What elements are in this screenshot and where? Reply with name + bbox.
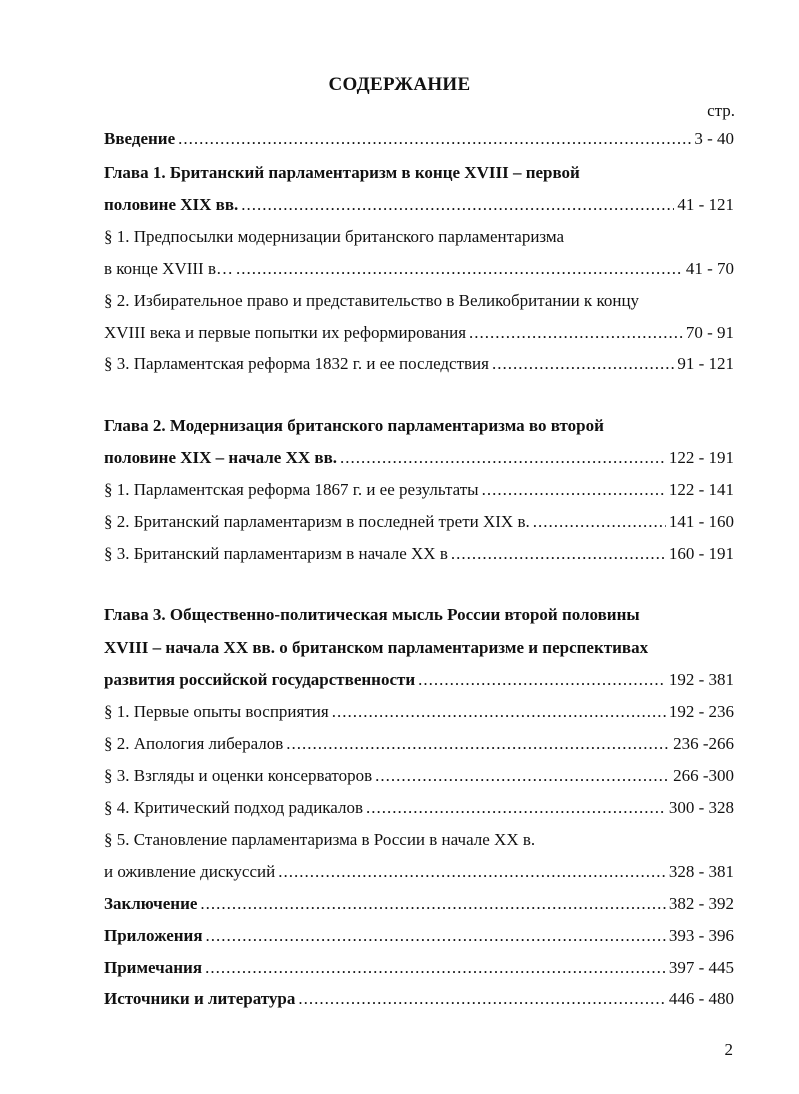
toc-ch1-section-1 (104, 258, 734, 280)
toc-entry-pages: 91 - 121 (677, 354, 734, 373)
toc-entry-pages: 160 - 191 (668, 544, 734, 563)
toc-entry-title: § 1. Парламентская реформа 1867 г. и ее результаты (104, 480, 479, 499)
dot-leader (340, 447, 666, 469)
toc-ch3-section-5-heading: § 5. Становление парламентаризма в России в начале XX в. (104, 830, 536, 849)
toc-entry-title: Заключение (104, 894, 198, 913)
dot-leader (418, 669, 666, 691)
dot-leader (482, 479, 666, 501)
toc-entry-title: § 3. Взгляды и оценки консерваторов (104, 766, 373, 785)
toc-chapter-2 (104, 447, 734, 469)
toc-entry-pages: 393 - 396 (668, 926, 734, 945)
toc-entry-pages: 382 - 392 (668, 894, 734, 913)
dot-leader (286, 733, 670, 755)
toc-entry-title: и оживление дискуссий (104, 862, 276, 881)
toc-entry-title: § 3. Парламентская реформа 1832 г. и ее последствия (104, 354, 489, 373)
toc-ch3-section-2 (104, 733, 734, 755)
toc-entry-title: § 2. Апология либералов (104, 734, 284, 753)
page-column-label: стр. (707, 101, 735, 120)
toc-chapter-3-heading-line-1: Глава 3. Общественно-политическая мысль России второй половины (104, 605, 640, 624)
toc-entry-appendix (104, 925, 734, 947)
toc-entry-title: § 2. Британский парламентаризм в последней трети XIX в. (104, 512, 530, 531)
toc-entry-title: Источники и литература (104, 989, 296, 1008)
toc-entry-pages: 41 - 121 (677, 195, 734, 214)
dot-leader (298, 988, 665, 1010)
page-title: СОДЕРЖАНИЕ (328, 74, 471, 95)
toc-entry-pages: 328 - 381 (668, 862, 734, 881)
dot-leader (469, 322, 683, 344)
dot-leader (236, 258, 683, 280)
dot-leader (205, 957, 666, 979)
dot-leader (451, 543, 666, 565)
dot-leader (332, 701, 666, 723)
toc-chapter-2-heading: Глава 2. Модернизация британского парламентаризма во второй (104, 416, 604, 435)
toc-entry-title: XVIII века и первые попытки их реформирования (104, 323, 467, 342)
toc-ch1-section-1-heading: § 1. Предпосылки модернизации британского парламентаризма (104, 227, 565, 246)
toc-ch1-section-2 (104, 322, 734, 344)
toc-entry-title: в конце XVIII в… (104, 259, 233, 278)
toc-ch3-section-4 (104, 797, 734, 819)
toc-ch3-section-3 (104, 765, 734, 787)
toc-entry-title: § 4. Критический подход радикалов (104, 798, 364, 817)
toc-entry-title: § 1. Первые опыты восприятия (104, 702, 329, 721)
toc-chapter-1 (104, 194, 734, 216)
toc-ch2-section-3 (104, 543, 734, 565)
dot-leader (533, 511, 666, 533)
toc-entry-pages: 192 - 236 (668, 702, 734, 721)
toc-entry-pages: 70 - 91 (685, 323, 734, 342)
toc-entry-title: § 3. Британский парламентаризм в начале XX в (104, 544, 448, 563)
toc-entry-conclusion (104, 893, 734, 915)
dot-leader (492, 353, 674, 375)
dot-leader (206, 925, 666, 947)
toc-entry-pages: 3 - 40 (694, 129, 734, 148)
dot-leader (278, 861, 666, 883)
toc-entry-title: Приложения (104, 926, 203, 945)
toc-entry-pages: 41 - 70 (685, 259, 734, 278)
toc-ch1-section-2-heading: § 2. Избирательное право и представительство в Великобритании к концу (104, 291, 640, 310)
toc-entry-title: развития российской государственности (104, 670, 416, 689)
toc-entry-pages: 141 - 160 (668, 512, 734, 531)
dot-leader (178, 128, 691, 150)
toc-chapter-1-heading: Глава 1. Британский парламентаризм в конце XVIII – первой (104, 163, 580, 182)
toc-entry-title: Примечания (104, 958, 203, 977)
dot-leader (241, 194, 674, 216)
toc-ch3-section-5 (104, 861, 734, 883)
dot-leader (200, 893, 665, 915)
toc-entry-notes (104, 957, 734, 979)
toc-ch1-section-3 (104, 353, 734, 375)
page-number: 2 (724, 1040, 733, 1059)
toc-ch3-section-1 (104, 701, 734, 723)
dot-leader (375, 765, 670, 787)
toc-entry-title: Введение (104, 129, 176, 148)
toc-entry-title: половине XIX – начале XX вв. (104, 448, 338, 467)
toc-entry-pages: 122 - 191 (668, 448, 734, 467)
toc-chapter-3 (104, 669, 734, 691)
toc-ch2-section-2 (104, 511, 734, 533)
toc-entry-pages: 236 -266 (673, 734, 734, 753)
toc-entry-pages: 192 - 381 (668, 670, 734, 689)
toc-entry-pages: 122 - 141 (668, 480, 734, 499)
toc-ch2-section-1 (104, 479, 734, 501)
toc-chapter-3-heading-line-2: XVIII – начала XX вв. о британском парламентаризме и перспективах (104, 638, 649, 657)
toc-entry-intro (104, 128, 734, 150)
toc-entry-sources (104, 988, 734, 1010)
dot-leader (366, 797, 666, 819)
toc-entry-pages: 446 - 480 (668, 989, 734, 1008)
toc-entry-title: половине XIX вв. (104, 195, 239, 214)
toc-entry-pages: 397 - 445 (668, 958, 734, 977)
toc-entry-pages: 266 -300 (673, 766, 734, 785)
toc-entry-pages: 300 - 328 (668, 798, 734, 817)
